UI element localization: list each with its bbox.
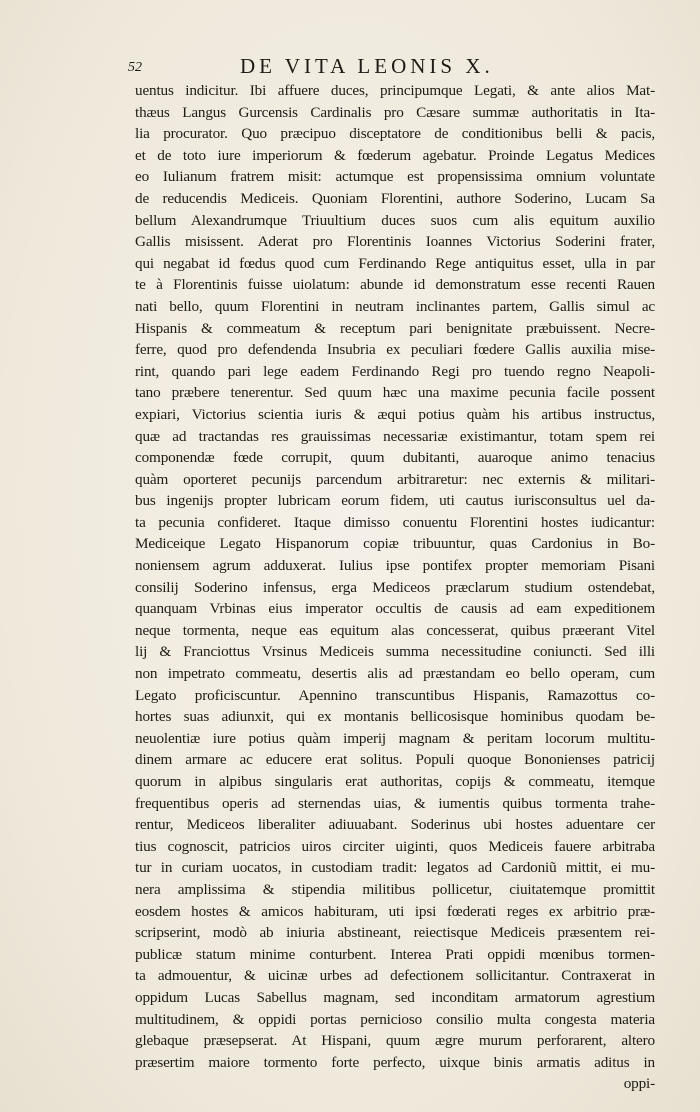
- catchword: oppi-: [623, 1075, 655, 1093]
- text-line: præsertim maiore tormento forte perfecto, uixque binis armatis aditus in: [135, 1053, 655, 1071]
- text-line: rint, quando pari lege eadem Ferdinando Regi pro tuendo regno Neapoli-: [135, 362, 655, 380]
- text-line: Hispanis & commeatum & receptum pari benignitate præbuissent. Necre-: [135, 319, 655, 337]
- text-line: glebaque præsepserat. At Hispani, quum ægre murum perforarent, altero: [135, 1032, 655, 1050]
- body-text: [135, 80, 655, 1095]
- text-line: non impetrato commeatu, desertis alis ad præstandam eo bello operam, cum: [135, 665, 655, 683]
- page-header: [128, 54, 568, 80]
- text-line: scripserint, modò ab iniuria abstineant, reiectisque Mediceis præsentem rei-: [135, 924, 655, 942]
- text-line: frequentibus operis ad sternendas uias, & iumentis quibus tormenta trahe-: [135, 794, 655, 812]
- text-line: hortes suas adiunxit, qui ex montanis bellicosisque hominibus quodam be-: [135, 708, 655, 726]
- text-line: et de toto iure imperiorum & fœderum agebatur. Proinde Legatus Medices: [135, 146, 655, 164]
- text-line: de reducendis Mediceis. Quoniam Florentini, authore Soderino, Lucam Sa: [135, 189, 655, 207]
- running-title: DE VITA LEONIS X.: [240, 54, 494, 78]
- text-line: thæus Langus Gurcensis Cardinalis pro Cæsare summæ authoritatis in Ita-: [135, 103, 655, 121]
- text-line: noniensem agrum adduxerat. Iulius ipse pontifex propter memoriam Pisani: [135, 557, 655, 575]
- text-line: Gallis misissent. Aderat pro Florentinis Ioannes Victorius Soderini frater,: [135, 233, 655, 251]
- text-line: Mediceique Legato Hispanorum copiæ tribuuntur, quas Cardonius in Bo-: [135, 535, 655, 553]
- text-line: qui negabat id fœdus quod cum Ferdinando Rege antiquitus esset, ulla in par: [135, 254, 655, 272]
- text-line: ferre, quod pro defendenda Insubria ex peculiari fœdere Gallis auxilia mise-: [135, 341, 655, 359]
- text-line: quanquam Vrbinas eius imperator occultis de causis ad eam expeditionem: [135, 600, 655, 618]
- text-line: tius cognoscit, patricios uiros circiter uiginti, quos Mediceis fauere arbitraba: [135, 837, 655, 855]
- text-line: te à Florentinis fuisse uiolatum: abunde id demonstratum esse recenti Rauen: [135, 276, 655, 294]
- text-line: expiari, Victorius scientia iuris & æqui potius quàm his artibus instructus,: [135, 405, 655, 423]
- text-line: nera amplissima & stipendia militibus pollicetur, ciuitatemque promittit: [135, 880, 655, 898]
- text-line: ta admouentur, & uicinæ urbes ad defectionem sollicitantur. Contraxerat in: [135, 967, 655, 985]
- text-line: rentur, Mediceos liberaliter adiuuabant. Soderinus ubi hostes aduentare cer: [135, 816, 655, 834]
- text-line: Legato proficiscuntur. Apennino transcuntibus Hispanis, Ramazottus co-: [135, 686, 655, 704]
- text-line: neque tormenta, neque eas equitum alas concesserat, quibus præerant Vitel: [135, 621, 655, 639]
- text-line: quàm oporteret pecunijs parcendum arbitraretur: nec externis & militari-: [135, 470, 655, 488]
- text-line: oppidum Lucas Sabellus magnam, sed inconditam armatorum agrestium: [135, 988, 655, 1006]
- text-line: tur in curiam uocatos, in custodiam tradit: legatos ad Cardoniũ mittit, ei mu-: [135, 859, 655, 877]
- text-line: publicæ statum minime conturbent. Interea Prati oppidi mœnibus tormen-: [135, 945, 655, 963]
- page-number: 52: [128, 60, 142, 75]
- text-line: lij & Franciottus Vrsinus Mediceis summa necessitudine coniuncti. Sed illi: [135, 643, 655, 661]
- text-line: lia procurator. Quo præcipuo disceptatore de conditionibus belli & pacis,: [135, 125, 655, 143]
- text-line: neuolentiæ iure potius quàm imperij magnam & peritam locorum multitu-: [135, 729, 655, 747]
- text-line: quorum in alpibus singularis erat authoritas, copijs & commeatu, itemque: [135, 773, 655, 790]
- text-line: uentus indicitur. Ibi affuere duces, principumque Legati, & ante alios Mat-: [135, 82, 655, 99]
- text-line: bus ingenijs propter lubricam eorum fidem, uti cautus iurisconsultus uel da-: [135, 492, 655, 510]
- text-line: nati bello, quum Florentini in neutram inclinantes partem, Gallis simul ac: [135, 297, 655, 315]
- text-line: multitudinem, & oppidi portas pernicioso consilio multa congesta materia: [135, 1010, 655, 1028]
- text-line: eosdem hostes & amicos habituram, uti ipsi fœderati reges ex arbitrio præ-: [135, 902, 655, 920]
- text-line: dinem armare ac educere erat solitus. Populi quoque Bononienses patricij: [135, 751, 655, 769]
- text-line: consilij Soderino infensus, erga Mediceos præclarum studium ostendebat,: [135, 578, 655, 596]
- text-line: quæ ad tractandas res grauissimas necessariæ existimantur, totam spem rei: [135, 427, 655, 445]
- text-line: componendæ fœde corrupit, quum dubitanti, auaroque animo tenacius: [135, 449, 655, 467]
- text-line: ta pecunia confideret. Itaque dimisso conuentu Florentini hostes iudicantur:: [135, 513, 655, 531]
- text-line: tano præbere tenerentur. Sed quum hæc una maxime pecunia facile possent: [135, 384, 655, 402]
- text-line: eo Iulianum fratrem misit: actumque est propensissima omnium voluntate: [135, 168, 655, 186]
- text-line: bellum Alexandrumque Triuultium duces suos cum alis equitum auxilio: [135, 211, 655, 229]
